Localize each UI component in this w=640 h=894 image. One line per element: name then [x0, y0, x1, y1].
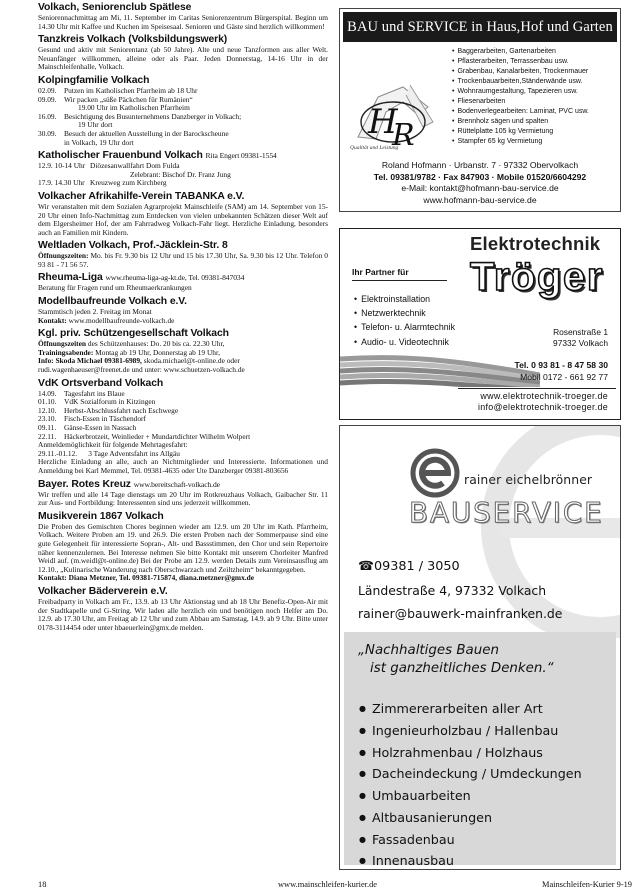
section-text: Wir veranstalten mit dem Sozialen Agrarprojekt Mainschleife (SAM) am 14. September von 15- 20 Uhr einen Info-Nachmittag zum Entdecken von vielen unbekannten Schätzen dieser Welt auf dem Elgersheimer Hof, der am Fahrradweg Volkach-Fahr liegt. Herzliche Einladung, besonders auch an Familien mit Kindern. [38, 201, 328, 237]
ad-website: www.elektrotechnik-troeger.de [480, 391, 608, 401]
event-date: 01.10. [38, 397, 57, 407]
section-contact: www.bereitschaft-volkach.de [133, 479, 220, 489]
section-text: Die Proben des Gemischten Chores beginnen wieder am 12.9. um 20 Uhr im Kath. Pfarrheim, Volkach. Weitere Proben am 19. und 26.9. Die ersten Proben nach der Sommerpause sind eine gute Gelegenheit für interessierte Sopran-, Alt- und Bassstimmen, den Chor und sein Repertoire näher kennenzulernen. Bei Interesse nehmen Sie bitte Kontakt mit unserem Chorleiter Manfred Weidl auf. (m.weidl@t-online.de) Bei der Probe am 12.9. werden Details zum Vereinsausflug am 12.10., „Kulinarische Wanderung nach Oberschwarzach und Zeiltzheim“ bekanntgegeben. [38, 521, 328, 574]
section-text: Trainingsabende: Montag ab 19 Uhr, Donnerstag ab 19 Uhr, [38, 347, 220, 357]
ad-contact [340, 160, 620, 207]
event-date: 12.10. [38, 405, 57, 415]
ad-phone: ☎09381 / 3050 [358, 559, 460, 574]
e-logo-icon [410, 448, 460, 498]
ad-street: Rosenstraße 1 [553, 327, 608, 337]
section-modellbau [38, 296, 328, 325]
event-text: Besuch der aktuellen Ausstellung in der Barockscheune [64, 128, 229, 138]
ad-email: rainer@bauwerk-mainfranken.de [358, 606, 563, 621]
list-item: • Baggerarbeiten, Gartenarbeiten [452, 47, 620, 57]
svg-text:H: H [368, 102, 398, 142]
list-item: ● Ingenieurholzbau / Hallenbau [359, 720, 582, 742]
list-item: • Netzwerktechnik [354, 306, 455, 320]
section-text: Wir treffen und alle 14 Tage dienstags um 20 Uhr im Rotkreuzhaus Volkach, Gaibacher Str. 11 zur Aus- und Fortbildung: Interessenten sind uns jederzeit willkommen. [38, 489, 328, 508]
list-item: • Grabenbau, Kanalarbeiten, Trockenmauer [452, 67, 620, 77]
ad-phones [515, 360, 608, 383]
section-rheuma-liga [38, 272, 328, 293]
list-item: ● Zimmererarbeiten aller Art [359, 698, 582, 720]
excavator-logo-icon [348, 67, 438, 157]
event-date: 09.09. [38, 94, 57, 104]
phone-icon: ☎ [358, 559, 374, 574]
ad-service-list [359, 698, 582, 872]
list-item: • Trockenbauarbeiten,Ständerwände usw. [452, 77, 620, 87]
section-title: Musikverein 1867 Volkach [38, 510, 164, 522]
ad-address: Ländestraße 4, 97332 Volkach [358, 582, 547, 598]
event-date: 14.09. [38, 388, 57, 398]
ad-contact [358, 555, 562, 626]
ad-address: Roland Hofmann · Urbanstr. 7 · 97332 Obervolkach [381, 160, 579, 170]
event-row [38, 113, 328, 130]
section-text: Info: Skoda Michael 09381-6989, skoda.michael@t-online.de oder [38, 356, 240, 366]
section-title: VdK Ortsverband Volkach [38, 377, 164, 389]
event-date: 17.9. 14.30 Uhr [38, 178, 85, 188]
section-baederverein [38, 586, 328, 632]
ad-elektrotechnik-troeger [339, 228, 621, 420]
section-title: Rheuma-Liga www.rheuma-liga-ag-kt.de, Tel. 09381-847034 [38, 272, 245, 284]
list-item: • Pflasterarbeiten, Terrassenbau usw. [452, 57, 620, 67]
section-text: Seniorennachmittag am Mi, 11. September im Caritas Seniorenzentrum Bürgerspital. Beginn um 14.30 Uhr mit Kaffee und Kuchen im Speisesaal. Senioren und Gäste sind herzlich willkommen! [38, 13, 328, 31]
event-row [38, 179, 328, 188]
divider [352, 280, 447, 281]
list-item: ● Altbausanierungen [359, 807, 582, 829]
section-text: Gesund und aktiv mit Seniorentanz (ab 50 Jahre). Alte und neue Tanzformen aus aller Welt. Neuanfänger willkommen, alleine oder als Paar. Jeden Donnerstag, 14-16 Uhr in der Mainschleifenhalle, Volkach. [38, 45, 328, 72]
event-subtext: 19 Uhr dort [78, 120, 113, 130]
ad-brand: Tröger [470, 255, 605, 299]
section-title: Bayer. Rotes Kreuz www.bereitschaft-volkach.de [38, 478, 220, 490]
section-title: Volkach, Seniorenclub Spätlese [38, 2, 192, 13]
section-rotes-kreuz [38, 479, 328, 508]
section-text: Beratung für Fragen rund um Rheumaerkrankungen [38, 283, 192, 293]
section-text: Herzliche Einladung an alle, auch an Nichtmitglieder und Interessierte. Informationen und Anmeldung bei Karl Memmel, Tel. 09381-4635 oder Ute Danzberger 09381-803656 [38, 457, 328, 475]
section-seniorenclub [38, 2, 328, 31]
list-item: • Rüttelplatte 105 kg Vermietung [452, 127, 620, 137]
list-item: • Telefon- u. Alarmtechnik [354, 320, 455, 334]
event-text: Putzen im Katholischen Pfarrheim ab 18 Uhr [64, 85, 198, 95]
event-row [38, 130, 328, 147]
section-text: Öffnungszeiten des Schützenhauses: Do. 20 bis ca. 22.30 Uhr, [38, 339, 225, 349]
section-contact: www.rheuma-liga-ag-kt.de, Tel. 09381-847034 [105, 273, 245, 283]
ad-phones: Tel. 09381/9782 · Fax 847903 · Mobile 01520/6604292 [373, 171, 587, 182]
ad-email: e-Mail: kontakt@hofmann-bau-service.de [401, 183, 559, 194]
section-title: Kolpingfamilie Volkach [38, 74, 150, 86]
section-text: Stammtisch jeden 2. Freitag im Monat [38, 307, 152, 317]
ad-eichelbroenner-bauservice [339, 425, 621, 870]
ad-quote: „Nachhaltiges Bauen ist ganzheitliches Denken.“ [358, 643, 554, 677]
section-title: Volkacher Afrikahilfe-Verein TABANKA e.V. [38, 190, 245, 202]
ad-address [553, 327, 608, 350]
ad-service-list [354, 292, 455, 349]
section-frauenbund [38, 150, 328, 188]
section-vdk [38, 378, 328, 476]
ad-slogan: Qualität und Leistung [350, 145, 399, 151]
ad-services-panel [344, 632, 616, 869]
event-text: Herbst-Abschlussfahrt nach Eschwege [64, 405, 179, 415]
list-item: ● Fassadenbau [359, 829, 582, 851]
section-title: Kgl. priv. Schützengesellschaft Volkach [38, 328, 229, 340]
footer-url: www.mainschleifen-kurier.de [278, 880, 377, 889]
section-musikverein [38, 511, 328, 583]
event-text: Gänse-Essen in Nassach [64, 423, 137, 432]
list-item: • Stampfer 65 kg Vermietung [452, 137, 620, 147]
section-title: Tanzkreis Volkach (Volksbildungswerk) [38, 34, 228, 46]
ad-brand: BAUSERVICE [409, 496, 604, 529]
list-item: • Elektroinstallation [354, 292, 455, 306]
section-title: Weltladen Volkach, Prof.-Jäcklein-Str. 8 [38, 240, 228, 252]
list-item: • Wohnraumgestaltung, Tapezieren usw. [452, 87, 620, 97]
event-row [38, 162, 328, 179]
ad-website: www.hofmann-bau-service.de [423, 195, 537, 206]
event-subtext: Zelebrant: Bischof Dr. Franz Jung [130, 169, 231, 179]
ad-web [478, 391, 608, 414]
ad-title: Elektrotechnik [470, 233, 601, 254]
event-text: Wir packen „süße Päckchen für Rumänien“ [64, 94, 193, 104]
ad-hofmann-bau-service [339, 8, 621, 212]
event-text: Häckerbrotzeit, Weinlieder + Mundartdichter Wilhelm Wolpert [64, 431, 251, 441]
ad-service-list [452, 47, 620, 147]
event-text: Besichtigung des Busunternehmens Danzberger in Volkach; [64, 111, 242, 121]
ad-banner: BAU und SERVICE in Haus,Hof und Garten [343, 12, 617, 42]
section-contact: Rita Engert 09381-1554 [205, 151, 277, 161]
section-text: rudi.wagenhaeuser@freenet.de und unter: www.schuetzen-volkach.de [38, 365, 245, 375]
ad-city: 97332 Volkach [553, 338, 608, 349]
event-text: Fisch-Essen in Täschendorf [64, 414, 146, 424]
cable-icon [340, 349, 540, 387]
list-item: ● Dacheindeckung / Umdeckungen [359, 763, 582, 785]
event-date: 22.11. [38, 431, 57, 441]
event-date: 23.10. [38, 414, 57, 424]
event-text: Tagesfahrt ins Blaue [64, 388, 125, 398]
list-item: • Fliesenarbeiten [452, 97, 620, 107]
section-contact: Kontakt: www.modellbaufreunde-volkach.de [38, 315, 175, 325]
list-item: ● Umbauarbeiten [359, 785, 582, 807]
section-text: Öffnungszeiten: Mo. bis Fr. 9.30 bis 12 Uhr und 15 bis 17.30 Uhr, Sa. 9.30 bis 12 Uhr. Telefon 0 93 81 - 71 56 57. [38, 251, 328, 269]
divider [458, 388, 616, 389]
list-item: • Audio- u. Videotechnik [354, 335, 455, 349]
section-kolping [38, 75, 328, 147]
list-item: ● Holzrahmenbau / Holzhaus [359, 742, 582, 764]
event-date: 30.09. [38, 128, 57, 138]
list-item: ● Innenausbau [359, 850, 582, 872]
section-text: Freibadparty in Volkach am Fr., 13.9. ab 13 Uhr Aktionstag und ab 18 Uhr Benefiz-Open-Air mit der Stadtkapelle und G-String. Wir laden alle herzlich ein und benötigen noch Helfer am Do. 12.9. ab 17.30 Uhr, am Freitag ab 12 Uhr und zum Abbau am Samstag, 14.9. ab 9 Uhr. Bitte unter 0178-3114454 oder unter hbaeuerlein@gmx.de melden. [38, 596, 328, 632]
event-row [38, 96, 328, 113]
event-text: Kreuzweg zum Kirchberg [90, 178, 167, 188]
section-tanzkreis [38, 34, 328, 72]
section-tabanka [38, 191, 328, 237]
event-subtext: in Volkach, 19 Uhr dort [64, 137, 134, 147]
list-item: • Brennholz sägen und spalten [452, 117, 620, 127]
event-date: 12.9. 10-14 Uhr [38, 161, 86, 171]
section-text: 29.11.-01.12. 3 Tage Adventsfahrt ins Allgäu [38, 448, 180, 458]
section-weltladen [38, 240, 328, 269]
ad-company-name: rainer eichelbrönner [464, 472, 593, 487]
section-schuetzen [38, 328, 328, 374]
section-text: Anmeldemöglichkeit für folgende Mehrtagesfahrt: [38, 440, 188, 450]
section-title: Modellbaufreunde Volkach e.V. [38, 296, 187, 308]
event-subtext: 19.00 Uhr im Katholischen Pfarrheim [78, 103, 190, 113]
event-date: 09.11. [38, 423, 57, 432]
event-date: 16.09. [38, 111, 57, 121]
svg-text:R: R [392, 118, 415, 153]
ad-tagline: Ihr Partner für [352, 267, 409, 277]
event-date: 02.09. [38, 85, 57, 95]
ad-phone: Tel. 0 93 81 - 8 47 58 30 [514, 360, 608, 370]
list-item: • Bodenverlegearbeiten: Laminat, PVC usw. [452, 107, 620, 117]
section-title: Volkacher Bäderverein e.V. [38, 585, 168, 597]
page-number: 18 [38, 880, 47, 889]
event-text: VdK Sozialforum in Kitzingen [64, 397, 156, 407]
event-text: Diözesanwallfahrt Dom Fulda [90, 161, 180, 171]
ad-mobile: Mobil 0172 - 661 92 77 [520, 371, 608, 382]
section-contact: Kontakt: Diana Metzner, Tel. 09381-715874, diana.metzner@gmx.de [38, 573, 255, 583]
ad-email: info@elektrotechnik-troeger.de [478, 402, 608, 413]
events-column [38, 2, 328, 635]
footer-issue: Mainschleifen-Kurier 9-19 [542, 880, 632, 889]
section-title: Katholischer Frauenbund Volkach Rita Engert 09381-1554 [38, 150, 277, 162]
